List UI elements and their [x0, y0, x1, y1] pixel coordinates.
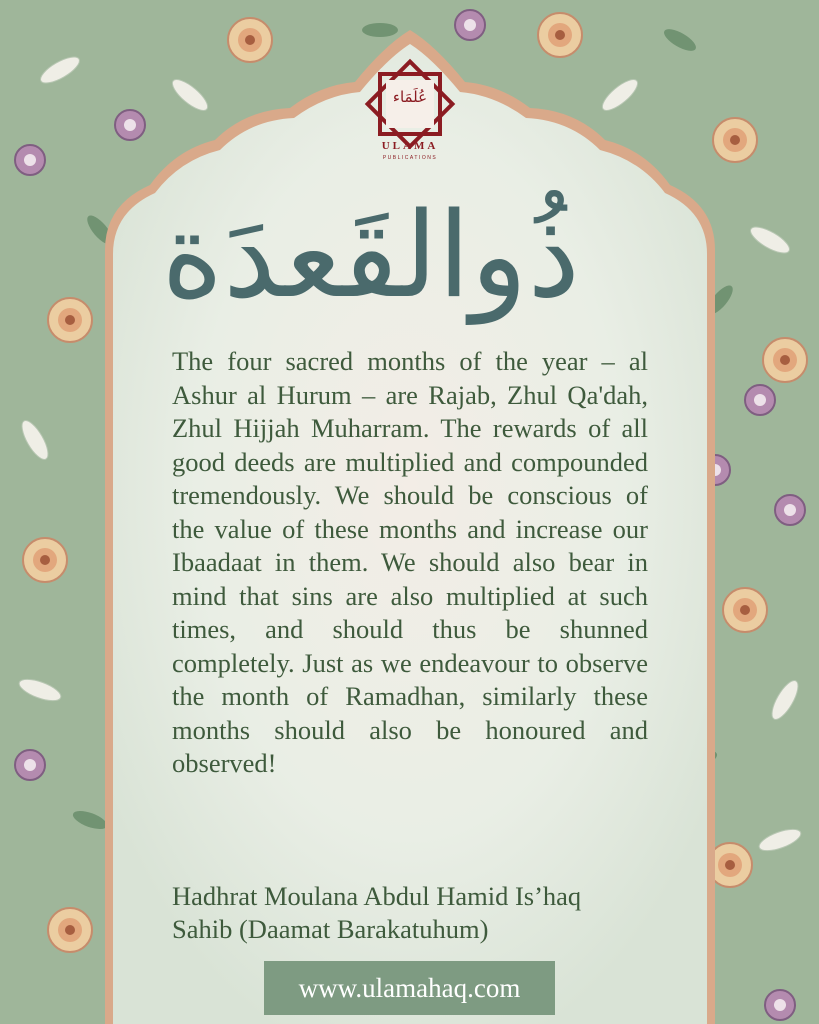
logo-arabic: عُلَمَاء [392, 88, 428, 106]
website-url[interactable]: www.ulamahaq.com [264, 961, 555, 1015]
arabic-heading: ذُوالقَعدَة [161, 186, 580, 324]
body-text: The four sacred months of the year – al Ashur al Hurum – are Rajab, Zhul Qa'dah, Zhul Hijjah Muharram. The rewards of all good deeds are multiplied and compounded tremendously. We should be conscious of the value of these months and increase our Ibaadaat in them. We should also bear in mind that sins are also multiplied at such times, and should thus be shunned completely. Just as we endeavour to observe the month of Ramadhan, similarly these months should also be honoured and observed! [172, 346, 648, 778]
logo-subtitle: PUBLICATIONS [382, 155, 438, 161]
attribution: Hadhrat Moulana Abdul Hamid Is’haq Sahib (Daamat Barakatuhum) [172, 881, 582, 944]
ulama-logo [366, 60, 454, 170]
logo-wordmark: ULAMA [381, 140, 439, 152]
